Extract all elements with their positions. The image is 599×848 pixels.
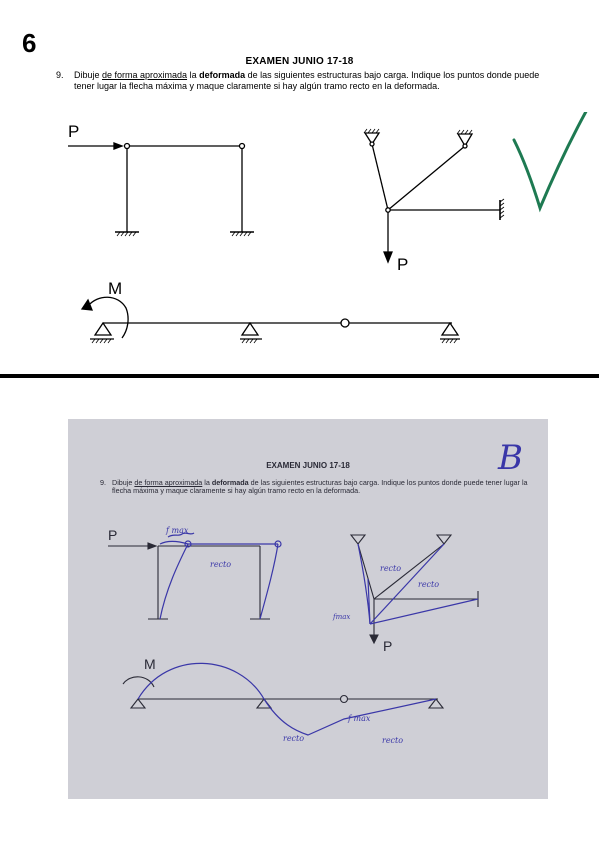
bar-structure <box>364 129 504 262</box>
annotation-fmax-truss: fmax <box>333 613 351 621</box>
photo-moment-label: M <box>144 656 156 672</box>
question-number: 9. <box>56 70 64 80</box>
photo-question-body: Dibuje de forma aproximada la deformada de las siguientes estructuras bajo carga. Indique los puntos donde puede tener lugar la flecha máxima y maque claramente si hay algún tramo recto en la deformada. <box>112 478 528 496</box>
question-bold: deformada <box>199 70 246 80</box>
photo-figures <box>68 419 548 799</box>
continuous-beam <box>82 297 460 343</box>
question-body: Dibuje de forma aproximada la deformada de las siguientes estructuras bajo carga. Indique los puntos donde puede tener lugar la flecha máxima y maque claramente si hay algún tramo recto en la deformada. <box>74 70 540 91</box>
load-label-truss: P <box>397 255 409 274</box>
load-label-frame: P <box>68 122 80 141</box>
annotation-recto-beam-2: recto <box>382 736 404 745</box>
annotation-recto-beam-1: recto <box>283 734 305 743</box>
annotation-fmax-beam: f max <box>348 714 371 723</box>
photo-load-label-frame: P <box>108 527 118 543</box>
annotation-recto-truss-2: recto <box>418 580 440 589</box>
structure-figures <box>0 112 599 362</box>
moment-label: M <box>108 279 123 298</box>
photo-load-label-truss: P <box>383 638 393 654</box>
annotation-fmax-frame: f max <box>166 526 189 535</box>
portal-frame <box>68 143 254 236</box>
annotation-recto-frame: recto <box>210 560 232 569</box>
page-number: 6 <box>22 28 37 58</box>
exam-title: EXAMEN JUNIO 17-18 <box>245 56 354 67</box>
photo-exam-title: EXAMEN JUNIO 17-18 <box>266 461 350 470</box>
annotation-recto-truss-1: recto <box>380 564 402 573</box>
grade-mark: B <box>498 438 523 478</box>
photo-question-number: 9. <box>100 478 106 487</box>
question-underlined: de forma aproximada <box>102 70 188 80</box>
check-mark-icon <box>514 112 597 208</box>
section-divider <box>0 374 599 378</box>
student-answer-photo <box>68 419 548 799</box>
